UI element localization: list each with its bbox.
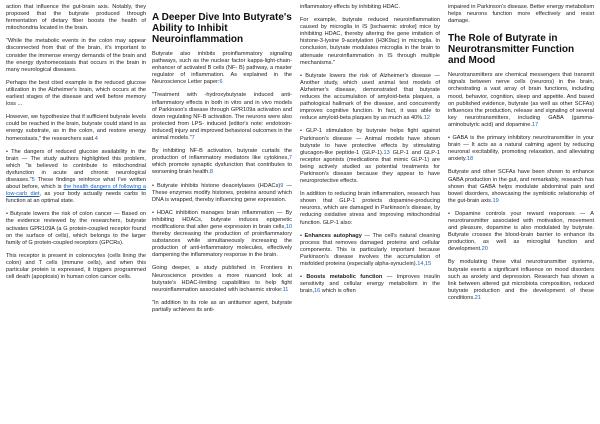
paragraph: • Butyrate inhibits histone deacetylases (HDACs)9 — These enzymes modify histones, proteins around which DNA is wrapped, thereby influencing gene expression. bbox=[152, 182, 292, 203]
paragraph: However, we hypothesize that if sufficient butyrate levels could be reached in the brain, butyrate could stand in as energy substrate, as in the colon, and restore energy homeostasis," the researchers said.4 bbox=[6, 114, 146, 142]
paragraph: inflammatory effects by inhibiting HDAC. bbox=[300, 4, 401, 10]
citation-link[interactable]: 8 bbox=[209, 169, 213, 176]
citation-link[interactable]: 20 bbox=[481, 246, 488, 253]
citation-link[interactable]: 11 bbox=[282, 286, 289, 293]
paragraph: Going deeper, a study published in Frontiers in Neuroscience provides a more nuanced look at butyrate's HDAC-limiting capabilities to help fight neuroinflammation associated with ischaemic stroke:11 bbox=[152, 265, 292, 293]
paragraph: Butyrate also inhibits proinflammatory signaling pathways, such as the nuclear factor kappa-light-chain-enhancer of activated B cells (NF- B) pathway, a master regulator of inflammation. As explained in the Neuroscience Letter paper:6 bbox=[152, 51, 292, 86]
paragraph: Perhaps the best cited example is the reduced glucose utilization in the Alzheimer's brain, which occurs at the earliest stages of the disease and well before memory loss ... bbox=[6, 79, 146, 108]
article-column-4 bbox=[448, 4, 594, 308]
article-column-2 bbox=[152, 4, 292, 320]
paragraph: • GABA is the primary inhibitory neurotransmitter in your brain — It acts as a natural calming agent by reducing neuronal excitability, promoting relaxation, and alleviating anxiety.18 bbox=[448, 135, 594, 163]
citation-link[interactable]: 21 bbox=[474, 294, 481, 301]
paragraph: Butyrate and other SCFAs have been shown to enhance GABA production in the gut, and remarkably, research has shown that GABA helps modulate abdominal pain and bowel disorders, showcasing the symbiotic relationship of the gut-brain axis.19 bbox=[448, 169, 594, 204]
paragraph: For example, butyrate reduced neuroinflammation caused by microglia in IS [ischaemic stroke] mice by inhibiting HDAC, thereby altering the gene imitation of histone-3-lysine 9-acetylation (H3K9ac) in microglia. In conclusion, butyrate modulates microglia in the brain to attenuate neuroinflammation in IS through multiple mechanisms." bbox=[300, 17, 440, 66]
paragraph: • GLP-1 stimulation by butyrate helps fight against Parkinson's disease — Animal models have shown butyrate to have protective effects by stimulating glucagon-like peptide-1 (GLP-1).13 GLP-1 and GLP-1 receptor agonists (medications that mimic GLP-1) are being actively studied as potential treatments for Parkinson's disease because they appear to have neuroprotective effects. bbox=[300, 128, 440, 185]
paragraph: "While the metabolic events in the colon may appear disconnected from that of the brain, it's important to consider the immense energy demands of the brain and the energy dyshomeostasis that occurs in the brain in many neurological diseases. bbox=[6, 38, 146, 73]
paragraph: By inhibiting NF-B activation, butyrate curtails the production of inflammatory mediators like cytokines,7 which promote synaptic dysfunction that contributes to worsening brain health.8 bbox=[152, 148, 292, 176]
paragraph: This receptor is present in colonocytes (cells lining the colon) and T cells (immune cells), and when this particular protein is expressed, it triggers programmed cell death (apoptosis) in human colon cancer cells. bbox=[6, 252, 146, 281]
paragraph: "Treatment with -hydroxybutyrate induced anti-inflammatory effects in both in vitro and in vivo models of Parkinson's disease through GPR109a activation and down regulating NF-B activation. The neurons were also protected from LPS- induced [editor's note: endotoxin-induced] injury and improved behavioral outcomes in the animal models."7 bbox=[152, 92, 292, 142]
paragraph: • Butyrate lowers the risk of Alzheimer's disease — Another study, which used animal test models of Alzheimer's disease, demonstrated that butyrate reduces the accumulation of amyloid-beta plaques, a pathological hallmark of the disease, and concurrently improves cognitive function. In fact, it was able to reduce amyloid-beta plaques by as much as 40%.12 bbox=[300, 72, 440, 122]
paragraph: • HDAC inhibition manages brain inflammation — By inhibiting HDACs, butyrate induces epigenetic modifications that alter gene expression in brain cells,10 thereby decreasing the production of proinflammatory substances while simultaneously increasing the production of anti-inflammatory molecules, effectively dampening the inflammatory response in the brain. bbox=[152, 209, 292, 259]
citation-link[interactable]: 18 bbox=[466, 156, 474, 163]
citation-link[interactable]: 17 bbox=[531, 121, 539, 128]
citation-link[interactable]: 9 bbox=[280, 182, 284, 189]
paragraph: • Dopamine controls your reward responses — A neurotransmitter associated with motivation, movement and pleasure, dopamine is also modulated by butyrate. Butyrate crosses the blood-brain barrier to enhance its production, as well as microglial function and development.20 bbox=[448, 210, 594, 253]
citation-link[interactable]: 14,15 bbox=[417, 261, 432, 267]
section-heading: A Deeper Dive Into Butyrate's Ability to Inhibit Neuroinflammation bbox=[152, 12, 292, 45]
citation-link[interactable]: 7 bbox=[288, 155, 292, 162]
paragraph: In addition to reducing brain inflammation, research has shown that GLP-1 protects dopamine-producing neurons, which are damaged in Parkinson's disease, by reducing oxidative stress and improving mitochondrial function. GLP-1 also: bbox=[300, 191, 440, 226]
paragraph: action that influence the gut-brain axis. Notably, they proposed that the butyrate produced through fermentation of dietary fiber boosts the health of mitochondria located in the brain. bbox=[6, 4, 146, 32]
bold-lead: Enhances autophagy bbox=[304, 232, 362, 239]
paragraph: • Butyrate lowers the risk of colon cancer — Based on the evidence reviewed by the researchers, butyrate activates GPR109A (a G protein-coupled receptor found on the surface of cells), which belongs to the larger family of G protein-coupled receptors (GPCRs). bbox=[6, 211, 146, 246]
citation-link[interactable]: 6 bbox=[219, 79, 223, 86]
bold-lead: Boosts metabolic function bbox=[306, 274, 383, 281]
article-column-3 bbox=[300, 4, 440, 301]
citation-link[interactable]: 5 bbox=[31, 176, 35, 183]
citation-link[interactable]: 13 bbox=[383, 149, 390, 156]
citation-link[interactable]: 19 bbox=[492, 197, 499, 204]
paragraph: By modulating these vital neurotransmitter systems, butyrate exerts a significant influence on mood disorders such as anxiety and depression. Research has shown a link between altered gut microbiota composition, reduced butyrate production and the development of these conditions.21 bbox=[448, 259, 594, 301]
paragraph: Neurotransmitters are chemical messengers that transmit signals between nerve cells (neurons) in the brain, orchestrating a vast array of brain functions, including mood, behavior, cognition, sleep and appetite. And based on published evidence, butyrate (as well as other SCFAs) influences the production, release and signaling of several key neurotransmitters, including GABA (gamma-aminobutyric acid) and dopamine.17 bbox=[448, 72, 594, 128]
paragraph: • Boosts metabolic function — Improves insulin sensitivity and cellular energy metabolism in the brain,16 which is often bbox=[300, 274, 441, 295]
paragraph: impaired in Parkinson's disease. Better energy metabolism helps neurons function more effectively and resist damage. bbox=[448, 4, 594, 25]
low-carb-article-link[interactable]: the health dangers of following a low-carb diet bbox=[6, 184, 146, 198]
article-column-1 bbox=[6, 4, 146, 287]
section-heading: The Role of Butyrate in Neurotransmitter Function and Mood bbox=[448, 33, 575, 67]
paragraph: "In addition to its role as an antitumor agent, butyrate partially achieves its anti- bbox=[152, 299, 292, 313]
paragraph: • The dangers of reduced glucose availability in the brain — The study authors highlighted this problem, which "is believed to contribute to mitochondrial dysfunction in acute and chronic neurological diseases."5 These findings reinforce what I've written about before, which is the health dangers of following a low-carb diet, as your body actually needs carbs to function at an optimal state. bbox=[6, 148, 146, 205]
citation-link[interactable]: 12 bbox=[423, 115, 430, 122]
citation-link[interactable]: 7 bbox=[191, 135, 195, 142]
citation-link[interactable]: 10 bbox=[285, 223, 292, 230]
citation-link[interactable]: 16 bbox=[314, 288, 321, 295]
citation-link[interactable]: 4 bbox=[94, 135, 98, 142]
paragraph: • Enhances autophagy — The cell's natural cleaning process that removes damaged proteins and cellular components. This is particularly important because Parkinson's disease involves the accumulation of misfolded proteins (especially alpha-synuclein).14,15 bbox=[300, 232, 440, 267]
